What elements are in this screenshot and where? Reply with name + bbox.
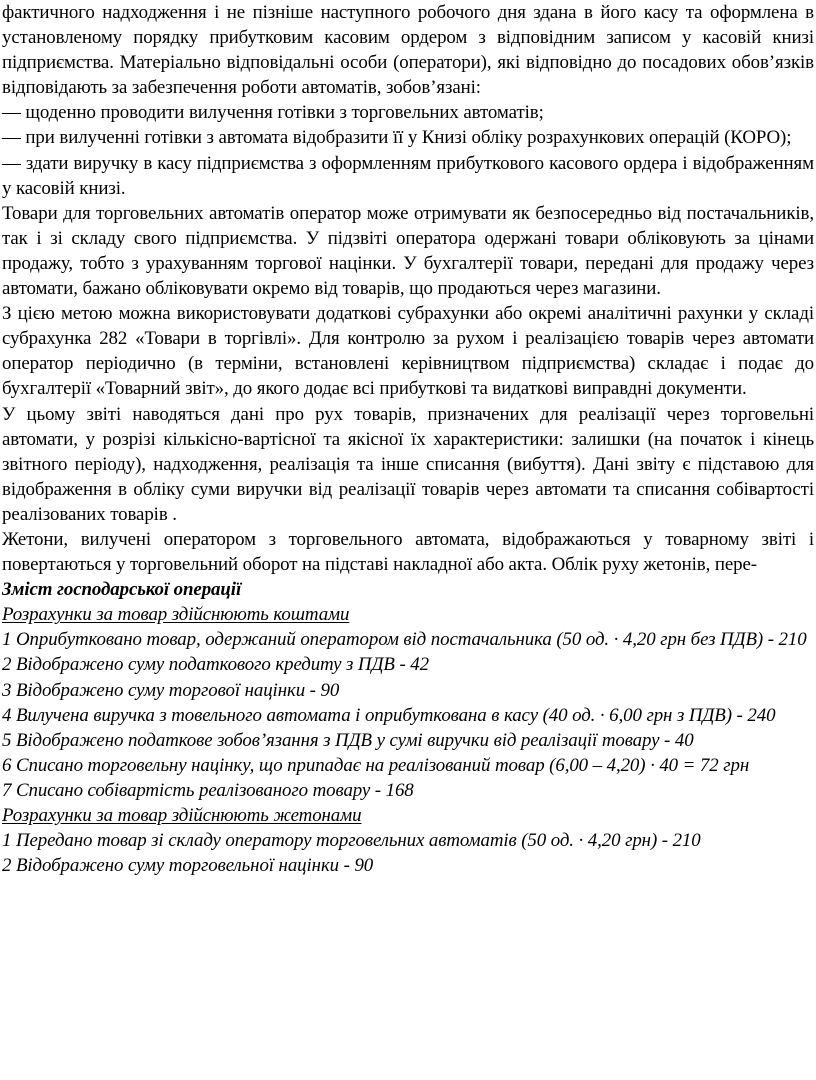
operation-row: 7 Списано собівартість реалізованого товару - 168 (2, 779, 414, 801)
operation-row: 2 Відображено суму торговельної націнки - 90 (2, 855, 374, 877)
section-title-tokens: Розрахунки за товар здійснюють жетонами (2, 805, 362, 826)
paragraph-goods-supply: Товари для торговельних автоматів оператор може отримувати як безпосередньо від постачальників, так і зі складу свого підприємства. У підзвіті оператора одержані товари обліковують за цінами продажу, тобто з урахуванням торгової націнки. У бухгалтерії товари, передані для продажу через автомати, бажано обліковувати окремо від товарів, що продаються через магазини. (2, 202, 814, 300)
duty-item-1: — щоденно проводити вилучення готівки з торговельних автоматів; (2, 102, 544, 124)
operation-row: 6 Списано торговельну націнку, що припадає на реалізований товар (6,00 – 4,20) · 40 = 72 грн (2, 754, 750, 776)
paragraph-cash-handling: фактичного надходження і не пізніше наступного робочого дня здана в його касу та оформлена в установленому порядку прибутковим касовим ордером з відповідним записом у касовій книзі підприємства. Матеріально відповідальні особи (оператори), які відповідно до посадових обов’язків відповідають за забезпечення роботи автоматів, зобов’язані: (2, 2, 814, 99)
document-body (2, 0, 814, 878)
paragraph-subaccounts: З цією метою можна використовувати додаткові субрахунки або окремі аналітичні рахунки у складі субрахунка 282 «Товари в торгівлі». Для контролю за рухом і реалізацією товарів через автомати оператор періодично (в терміни, встановлені керівництвом підприємства) складає і подає до бухгалтерії «Товарний звіт», до якого додає всі прибуткові та видаткові виправдні документи. (2, 303, 814, 400)
paragraph-report: У цьому звіті наводяться дані про рух товарів, призначених для реалізації через торговельні автомати, у розрізі кількісно-вартісної та якісної їх характеристики: залишки (на початок і кінець звітного періоду), надходження, реалізація та інше списання (вибуття). Дані звіту є підставою для відображення в обліку суми виручки від реалізації товарів через автомати та списання собівартості реалізованих товарів . (2, 403, 814, 525)
operation-row: 2 Відображено суму податкового кредиту з ПДВ - 42 (2, 654, 429, 676)
operation-row: 1 Передано товар зі складу оператору торговельних автоматів (50 од. · 4,20 грн) - 210 (2, 830, 701, 852)
duty-item-3: — здати виручку в касу підприємства з оформленням прибуткового касового ордера і відображенням у касовій книзі. (2, 152, 814, 199)
operation-row: 1 Оприбутковано товар, одержаний оператором від постачальника (50 од. · 4,20 грн без ПДВ) - 210 (2, 629, 807, 651)
section-title-cash: Розрахунки за товар здійснюють коштами (2, 604, 350, 626)
duty-item-2: — при вилученні готівки з автомата відобразити її у Книзі обліку розрахункових операцій (КОРО); (2, 127, 792, 149)
operations-header: Зміст господарської операції (2, 579, 242, 601)
operation-row: 4 Вилучена виручка з товельного автомата і оприбуткована в касу (40 од. · 6,00 грн з ПДВ) - 240 (2, 704, 776, 726)
paragraph-tokens: Жетони, вилучені оператором з торговельного автомата, відображаються у товарному звіті і повертаються у торговельний оборот на підставі накладної або акта. Облік руху жетонів, пере- (2, 528, 814, 576)
operation-row: 5 Відображено податкове зобов’язання з ПДВ у сумі виручки від реалізації товару - 40 (2, 729, 694, 751)
operation-row: 3 Відображено суму торгової націнки - 90 (2, 679, 340, 701)
